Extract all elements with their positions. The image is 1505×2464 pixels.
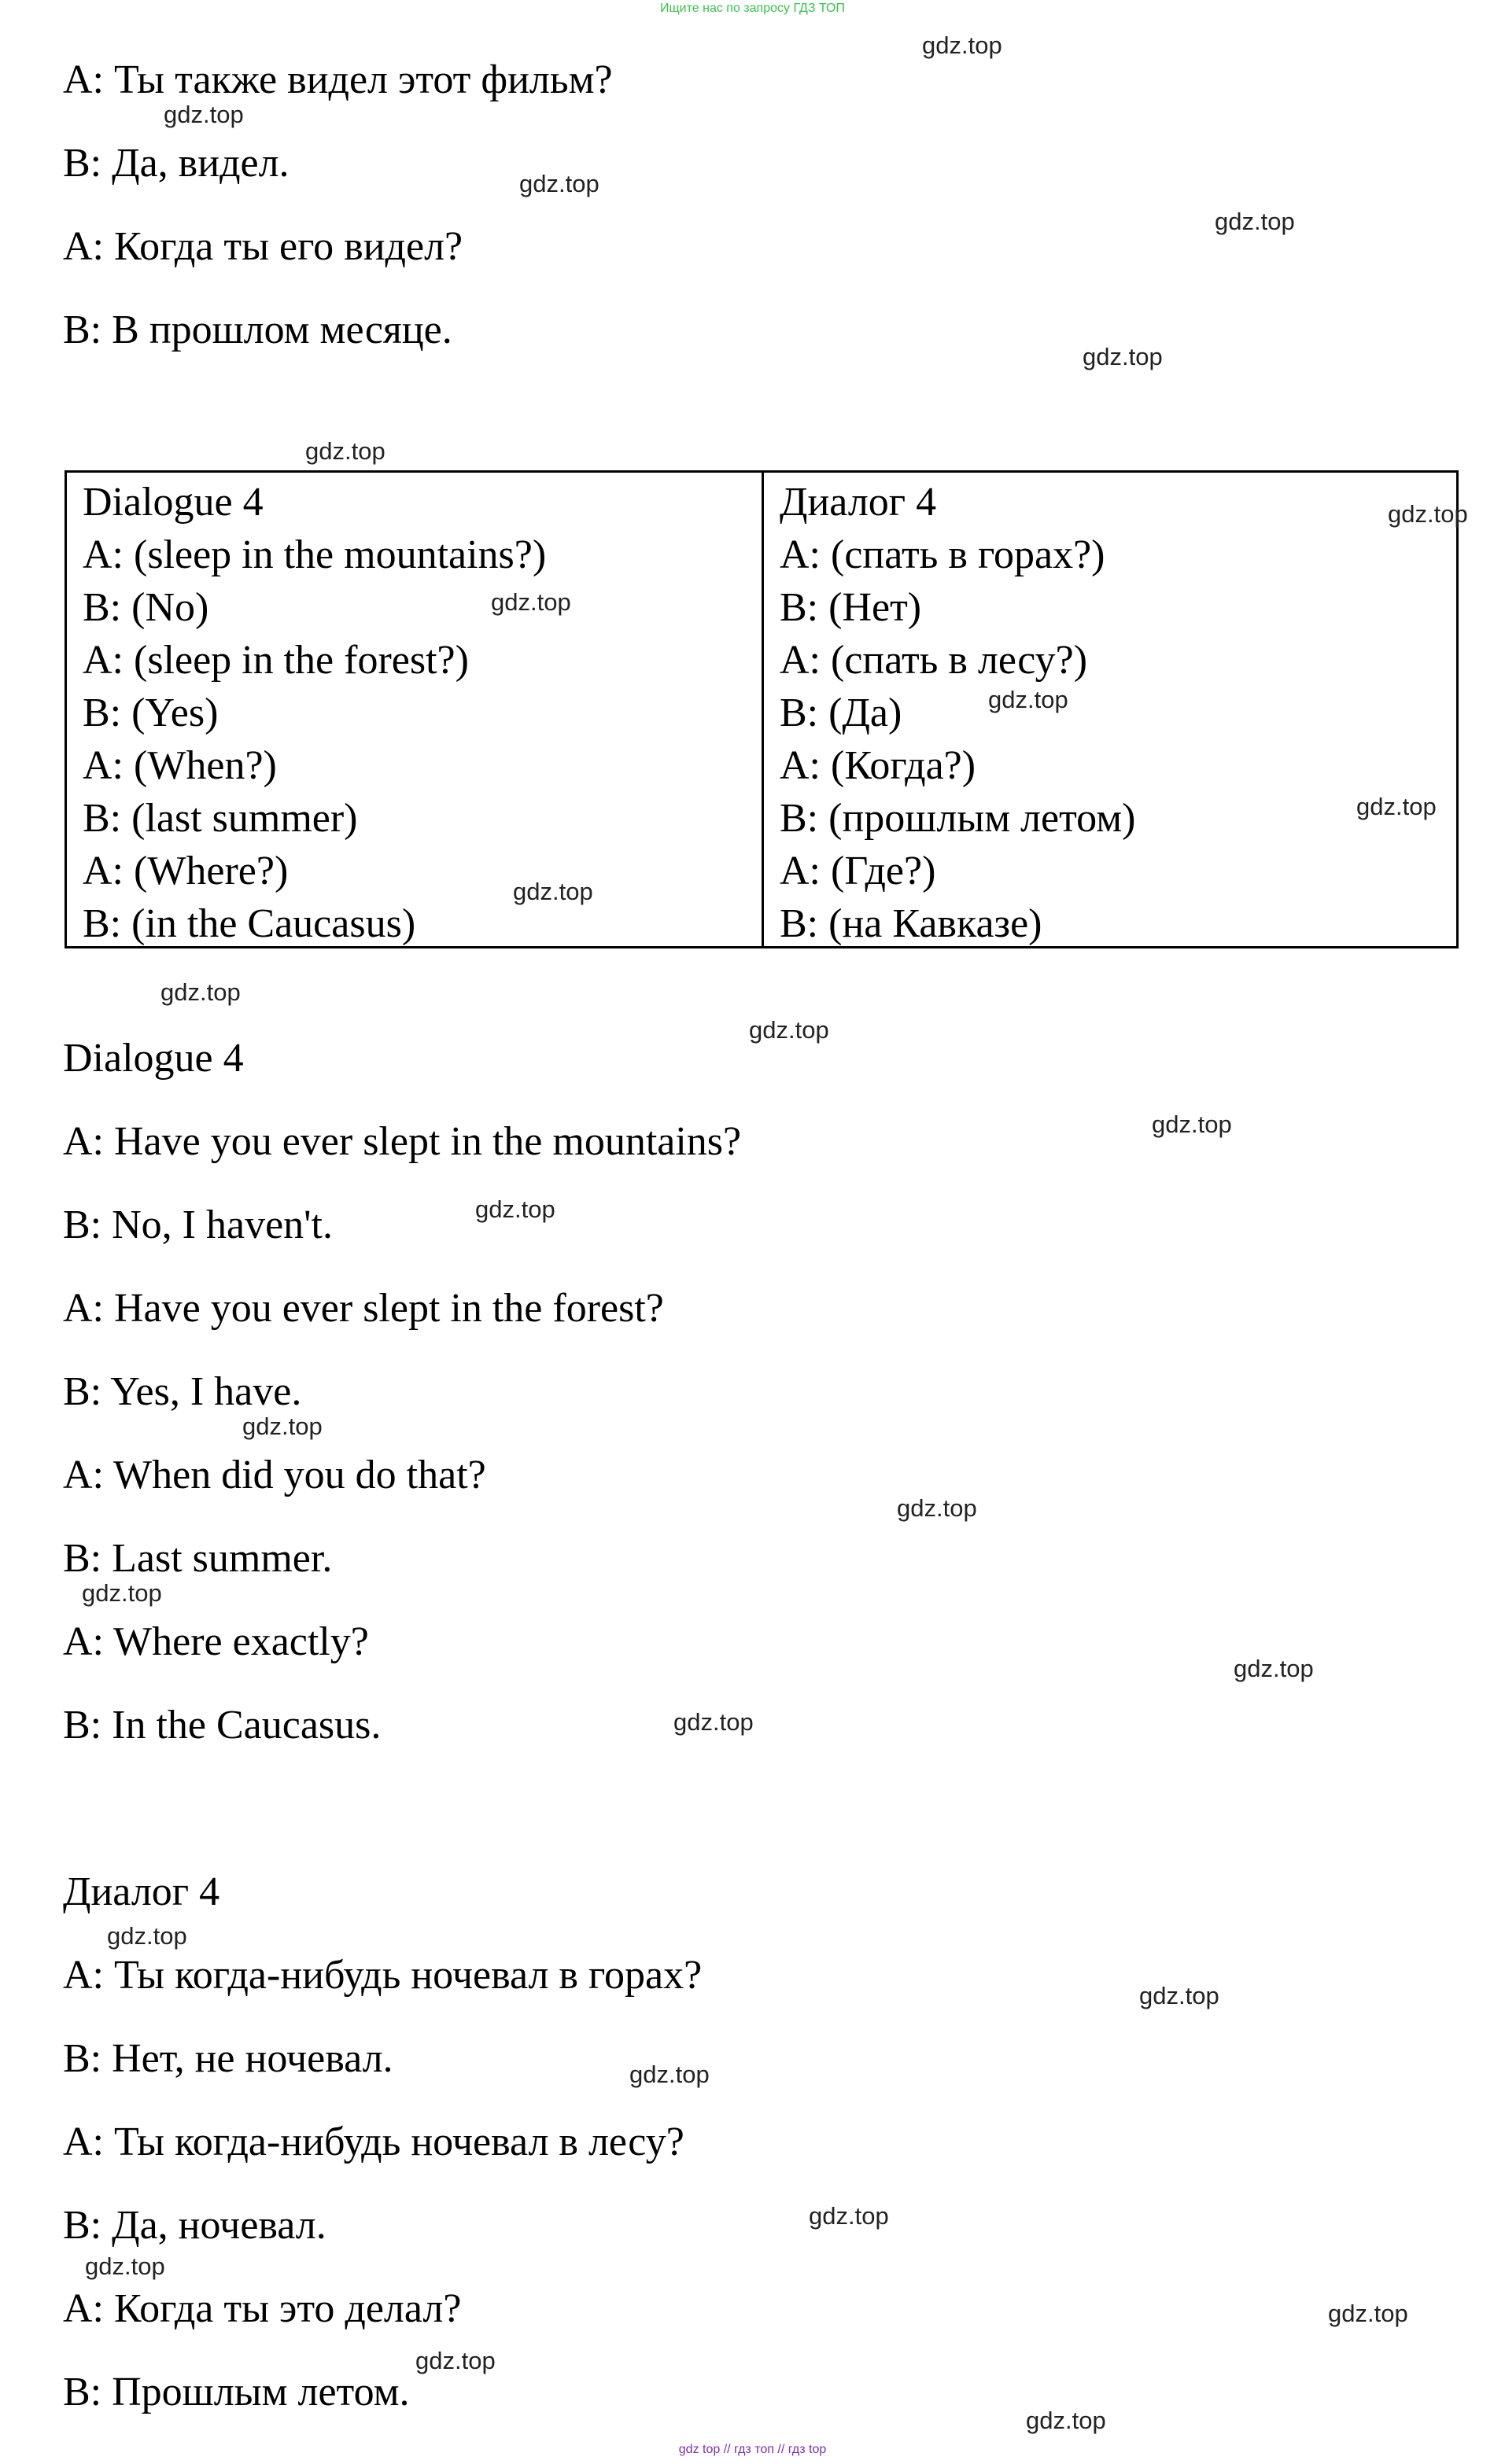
dialogue4-english-line: B: No, I haven't. — [63, 1203, 333, 1247]
watermark-text: gdz.top — [1152, 1110, 1232, 1138]
prompt-table-cell: A: (Where?) — [83, 849, 289, 893]
dialogue4-russian-line: A: Когда ты это делал? — [63, 2286, 462, 2331]
dialogue4-russian-title: Диалог 4 — [63, 1869, 220, 1914]
dialogue4-russian-line: A: Ты когда-нибудь ночевал в горах? — [63, 1953, 703, 1998]
watermark-text: gdz.top — [673, 1708, 754, 1736]
prompt-table-english-column — [67, 473, 762, 946]
prompt-table-cell: B: (in the Caucasus) — [83, 901, 416, 946]
dialogue4-russian-line: B: Нет, не ночевал. — [63, 2036, 393, 2081]
watermark-text: gdz.top — [160, 978, 241, 1006]
watermark-text: gdz.top — [415, 2347, 496, 2374]
watermark-text: gdz.top — [988, 686, 1068, 713]
dialogue4-english-line: A: When did you do that? — [63, 1453, 486, 1497]
dialogue4-english-line: A: Have you ever slept in the forest? — [63, 1286, 664, 1331]
prompt-table-cell: B: (на Кавказе) — [780, 901, 1042, 946]
watermark-text: gdz.top — [242, 1412, 323, 1440]
watermark-text: gdz.top — [82, 1579, 162, 1607]
watermark-text: gdz.top — [513, 878, 593, 905]
prompt-table-cell: B: (Yes) — [83, 691, 219, 735]
watermark-text: gdz.top — [475, 1195, 555, 1223]
dialogue4-english-line: B: Last summer. — [63, 1536, 333, 1581]
bottom-banner: gdz top // гдз топ // гдз top — [678, 2443, 827, 2456]
dialogue3-line: B: В прошлом месяце. — [63, 308, 452, 352]
watermark-text: gdz.top — [897, 1494, 977, 1522]
prompt-table-title: Диалог 4 — [780, 480, 937, 525]
watermark-text: gdz.top — [922, 31, 1002, 59]
prompt-table-russian-column — [762, 473, 1456, 946]
watermark-text: gdz.top — [1215, 208, 1295, 235]
watermark-text: gdz.top — [629, 2061, 710, 2088]
prompt-table-cell: A: (спать в горах?) — [780, 532, 1105, 577]
prompt-table-cell: A: (sleep in the mountains?) — [83, 532, 547, 577]
watermark-text: gdz.top — [164, 101, 244, 128]
dialogue4-russian-line: B: Да, ночевал. — [63, 2203, 326, 2248]
prompt-table-title: Dialogue 4 — [83, 480, 264, 525]
dialogue4-russian-line: A: Ты когда-нибудь ночевал в лесу? — [63, 2120, 684, 2164]
watermark-text: gdz.top — [1388, 500, 1468, 528]
dialogue3-line: A: Когда ты его видел? — [63, 224, 463, 269]
top-banner: Ищите нас по запросу ГДЗ ТОП — [660, 2, 845, 15]
dialogue3-line: A: Ты также видел этот фильм? — [63, 57, 613, 102]
prompt-table-cell: A: (спать в лесу?) — [780, 638, 1088, 683]
prompt-table — [65, 470, 1459, 948]
prompt-table-cell: B: (last summer) — [83, 796, 358, 841]
prompt-table-cell: B: (Да) — [780, 691, 902, 735]
dialogue4-english-line: A: Have you ever slept in the mountains? — [63, 1119, 742, 1164]
dialogue4-english-line: B: Yes, I have. — [63, 1369, 302, 1414]
prompt-table-cell: B: (No) — [83, 585, 209, 630]
watermark-text: gdz.top — [85, 2252, 165, 2280]
watermark-text: gdz.top — [809, 2202, 889, 2230]
dialogue4-english-title: Dialogue 4 — [63, 1036, 244, 1081]
watermark-text: gdz.top — [1356, 793, 1437, 820]
watermark-text: gdz.top — [749, 1016, 829, 1044]
watermark-text: gdz.top — [1083, 343, 1163, 370]
watermark-text: gdz.top — [491, 588, 571, 616]
dialogue4-english-line: A: Where exactly? — [63, 1619, 369, 1664]
prompt-table-cell: A: (When?) — [83, 743, 277, 788]
dialogue3-line: B: Да, видел. — [63, 141, 290, 186]
prompt-table-cell: A: (Где?) — [780, 849, 936, 893]
dialogue4-russian-line: B: Прошлым летом. — [63, 2370, 410, 2414]
prompt-table-cell: A: (Когда?) — [780, 743, 976, 788]
watermark-text: gdz.top — [1234, 1655, 1314, 1682]
prompt-table-cell: A: (sleep in the forest?) — [83, 638, 469, 683]
watermark-text: gdz.top — [1328, 2300, 1408, 2327]
prompt-table-cell: B: (прошлым летом) — [780, 796, 1136, 841]
watermark-text: gdz.top — [1139, 1982, 1219, 2009]
watermark-text: gdz.top — [107, 1922, 187, 1950]
watermark-text: gdz.top — [519, 170, 599, 197]
dialogue4-english-line: B: In the Caucasus. — [63, 1703, 382, 1748]
watermark-text: gdz.top — [305, 437, 385, 465]
watermark-text: gdz.top — [1026, 2407, 1106, 2434]
prompt-table-cell: B: (Нет) — [780, 585, 922, 630]
